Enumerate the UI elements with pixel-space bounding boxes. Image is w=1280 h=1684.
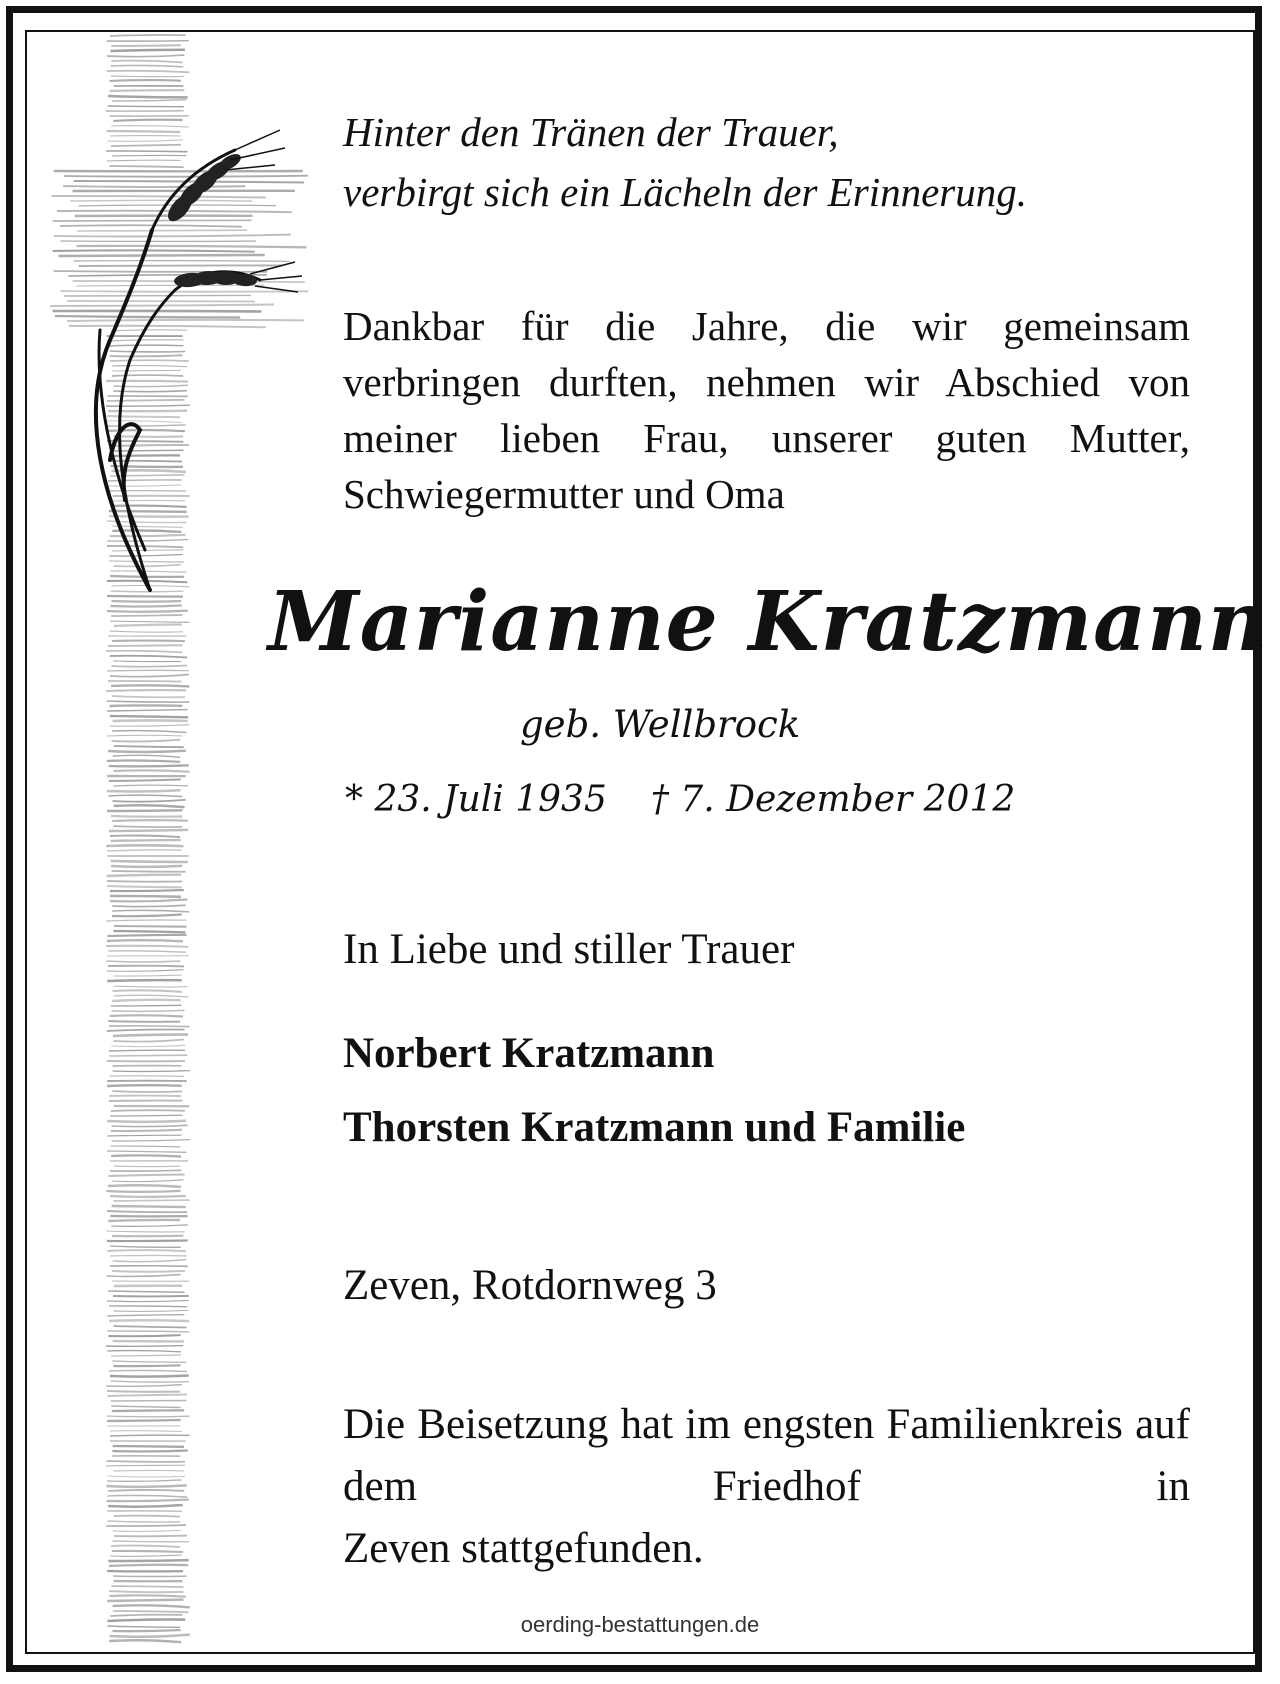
stripe-line — [112, 1361, 186, 1362]
stripe-line — [107, 761, 180, 762]
mourner-name: Thorsten Kratzmann und Familie — [343, 1104, 966, 1151]
stripe-line — [63, 186, 245, 187]
stripe-line — [108, 140, 183, 142]
stripe-line — [109, 1335, 181, 1336]
stripe-line — [111, 840, 181, 841]
stripe-line — [107, 670, 189, 671]
stripe-line — [107, 400, 185, 401]
stripe-line — [106, 381, 188, 382]
stripe-line — [109, 1565, 188, 1566]
stripe-line — [108, 1395, 188, 1396]
stripe-line — [112, 330, 188, 331]
stripe-line — [112, 375, 183, 376]
stripe-line — [107, 1521, 180, 1522]
stripe-line — [111, 145, 181, 146]
stripe-line — [110, 80, 181, 81]
stripe-line — [110, 1196, 186, 1197]
stripe-line — [107, 416, 180, 417]
stripe-line — [108, 1220, 180, 1221]
stripe-line — [107, 1351, 181, 1352]
stripe-line — [108, 96, 188, 97]
mourner-name: Norbert Kratzmann — [343, 1030, 715, 1077]
motto-line-2: verbirgt sich ein Lächeln der Erinnerung. — [343, 169, 1027, 215]
stripe-line — [112, 1010, 185, 1011]
stripe-line — [112, 905, 185, 906]
stripe-line — [113, 990, 182, 991]
stripe-line — [110, 900, 187, 902]
stripe-line — [110, 705, 183, 706]
stripe-line — [112, 1451, 187, 1452]
stripe-line — [64, 176, 308, 177]
stripe-line — [112, 1125, 188, 1126]
stripe-line — [111, 1110, 185, 1111]
stripe-line — [108, 681, 182, 682]
stripe-line — [109, 561, 184, 562]
stripe-line — [107, 1391, 180, 1392]
stripe-line — [114, 1516, 180, 1517]
stripe-line — [109, 1175, 185, 1177]
stripe-line — [114, 926, 187, 927]
stripe-line — [107, 55, 184, 57]
stripe-line — [112, 641, 185, 642]
stripe-line — [53, 250, 255, 251]
stripe-line — [110, 1615, 182, 1616]
stripe-line — [67, 301, 255, 302]
stripe-line — [113, 1296, 189, 1297]
stripe-line — [107, 1495, 187, 1497]
stripe-line — [106, 1525, 186, 1526]
stripe-line — [54, 235, 291, 237]
stripe-line — [107, 1420, 181, 1421]
stripe-line — [69, 326, 266, 328]
stripe-line — [110, 65, 183, 66]
stripe-line — [110, 1255, 187, 1256]
burial-notice-part-2: Zeven stattgefunden. — [343, 1525, 704, 1572]
stripe-line — [113, 120, 182, 121]
stripe-line — [77, 285, 265, 286]
stripe-line — [110, 1170, 181, 1171]
stripe-line — [110, 1555, 181, 1556]
stripe-line — [110, 35, 186, 36]
stripe-line — [113, 770, 189, 771]
stripe-line — [114, 1310, 189, 1311]
stripe-line — [108, 751, 186, 752]
stripe-line — [107, 850, 182, 851]
stripe-line — [111, 866, 182, 867]
stripe-line — [74, 261, 290, 262]
stripe-line — [52, 196, 266, 198]
burial-notice-part-1: Die Beisetzung hat im engsten Familienkreis auf dem Friedhof in — [343, 1401, 1190, 1510]
stripe-line — [109, 555, 183, 557]
stripe-line — [114, 445, 189, 446]
stripe-line — [112, 1180, 183, 1182]
wheat-head-upper — [164, 151, 244, 226]
stripe-line — [110, 1015, 183, 1016]
stripe-line — [113, 1605, 190, 1607]
intro-paragraph: Dankbar für die Jahre, die wir gemeinsam verbringen durften, nehmen wir Abschied von meiner lieben Frau, unserer guten Mutter, Schwiegermutter und Oma — [343, 303, 1190, 517]
stripe-line — [107, 710, 187, 711]
stripe-line — [106, 1485, 187, 1486]
stripe-line — [108, 1476, 185, 1477]
stripe-line — [107, 970, 184, 972]
stripe-line — [111, 506, 186, 507]
burial-notice — [343, 1394, 1190, 1580]
stripe-line — [106, 845, 183, 846]
stripe-line — [107, 1250, 186, 1251]
stripe-line — [107, 1241, 188, 1242]
stripe-line — [107, 1626, 180, 1627]
stripe-line — [79, 265, 283, 266]
stripe-line — [107, 1315, 184, 1316]
stripe-line — [107, 875, 182, 876]
stripe-line — [110, 1266, 188, 1267]
stripe-line — [112, 910, 189, 912]
stripe-line — [109, 765, 189, 766]
stripe-line — [106, 920, 186, 921]
stripe-line — [112, 1551, 183, 1552]
stripe-line — [111, 126, 188, 127]
stripe-line — [107, 1211, 187, 1212]
stripe-line — [111, 571, 187, 572]
stripe-line — [112, 696, 185, 697]
stripe-line — [109, 780, 181, 782]
stripe-line — [108, 645, 183, 646]
stripe-line — [107, 735, 183, 736]
stripe-line — [107, 1416, 190, 1417]
stripe-line — [74, 181, 304, 183]
stripe-line — [108, 1490, 184, 1491]
stripe-line — [109, 1096, 181, 1097]
stripe-line — [110, 1595, 186, 1596]
stripe-line — [114, 986, 188, 987]
stripe-line — [110, 360, 189, 361]
stripe-line — [113, 755, 181, 757]
stripe-line — [111, 615, 183, 616]
stripe-line — [107, 790, 181, 791]
stripe-line — [111, 816, 182, 817]
stripe-line — [70, 200, 252, 201]
stripe-line — [111, 45, 181, 46]
stripe-line — [77, 246, 307, 247]
stripe-line — [106, 1461, 184, 1462]
stripe-line — [110, 1376, 189, 1377]
stripe-line — [111, 1146, 181, 1147]
stripe-line — [112, 1091, 182, 1092]
stripe-line — [114, 1200, 190, 1201]
stripe-line — [107, 1620, 185, 1621]
stripe-line — [110, 1431, 182, 1432]
stripe-line — [109, 830, 188, 831]
stripe-line — [107, 1121, 186, 1122]
stripe-line — [106, 151, 188, 152]
stripe-line — [110, 896, 181, 897]
stripe-line — [114, 436, 183, 437]
stripe-line — [106, 961, 180, 962]
motto-quote — [343, 102, 1203, 222]
stripe-line — [107, 1300, 189, 1301]
stripe-line — [107, 810, 182, 811]
stripe-line — [112, 100, 186, 101]
stripe-line — [107, 886, 182, 887]
stripe-line — [114, 805, 185, 807]
stripe-line — [110, 166, 184, 167]
stripe-line — [114, 455, 180, 456]
stripe-line — [110, 656, 188, 658]
stripe-line — [110, 716, 188, 717]
stripe-line — [108, 1185, 181, 1187]
stripe-line — [111, 605, 182, 606]
footer-website[interactable]: oerding-bestattungen.de — [520, 1612, 760, 1637]
stripe-line — [110, 836, 180, 837]
stripe-line — [112, 871, 186, 872]
stripe-line — [112, 1140, 190, 1141]
stripe-line — [107, 1275, 181, 1277]
stripe-line — [109, 516, 189, 517]
stripe-line — [112, 1000, 180, 1001]
stripe-line — [114, 625, 182, 627]
stripe-line — [107, 1151, 186, 1152]
stripe-line — [109, 511, 187, 512]
stripe-line — [106, 1465, 185, 1466]
stripe-line — [108, 966, 184, 967]
stripe-line — [55, 316, 240, 318]
stripe-line — [113, 1365, 180, 1366]
stripe-line — [113, 1611, 189, 1612]
stripe-line — [110, 631, 183, 632]
stripe-line — [113, 1071, 190, 1072]
mourners-list — [343, 1017, 965, 1165]
stripe-line — [114, 975, 182, 976]
stripe-line — [106, 1385, 182, 1387]
stripe-line — [106, 1346, 183, 1347]
stripe-line — [107, 1135, 181, 1136]
stripe-line — [114, 746, 184, 747]
stripe-line — [113, 391, 187, 392]
wheat-ears-icon — [40, 30, 340, 1652]
stripe-line — [109, 1055, 187, 1056]
stripe-line — [107, 540, 188, 542]
stripe-line — [111, 1406, 180, 1408]
stripe-line — [107, 701, 189, 702]
stripe-line — [112, 461, 182, 462]
stripe-line — [113, 785, 188, 786]
stripe-line — [113, 931, 185, 932]
stripe-line — [106, 1191, 180, 1192]
stripe-line — [111, 1546, 180, 1547]
stripe-line — [112, 820, 188, 821]
stripe-line — [112, 731, 186, 733]
stripe-line — [108, 951, 186, 952]
stripe-line — [113, 661, 181, 662]
stripe-line — [110, 90, 185, 91]
stripe-line — [113, 720, 188, 721]
stripe-line — [109, 1026, 190, 1027]
stripe-line — [106, 690, 186, 691]
life-dates — [345, 775, 1015, 825]
stripe-line — [107, 1029, 184, 1031]
stripe-line — [107, 345, 183, 346]
stripe-line — [111, 685, 189, 686]
stripe-line — [53, 220, 252, 221]
stripe-line — [111, 1586, 183, 1587]
stripe-line — [113, 1576, 187, 1577]
stripe-line — [107, 1331, 189, 1332]
stripe-line — [110, 621, 190, 622]
stripe-line — [112, 601, 182, 602]
stripe-line — [112, 526, 183, 527]
stripe-line — [110, 890, 184, 891]
stripe-line — [60, 291, 308, 292]
stripe-line — [112, 1541, 189, 1542]
stripe-line — [109, 1050, 185, 1051]
stripe-line — [107, 611, 188, 612]
stripe-line — [107, 160, 181, 161]
stripe-line — [111, 50, 185, 51]
stripe-line — [109, 1320, 189, 1321]
stripe-line — [108, 1021, 180, 1022]
stripe-line — [111, 1005, 182, 1006]
stripe-line — [112, 740, 181, 742]
stripe-line — [108, 795, 182, 796]
stripe-line — [111, 76, 184, 77]
stripe-line — [110, 1115, 183, 1116]
stripe-line — [108, 1505, 183, 1507]
stripe-line — [111, 1045, 185, 1046]
stripe-line — [107, 596, 183, 597]
birth-date: * 23. Juli 1935 — [345, 779, 607, 820]
stripe-line — [114, 1536, 187, 1537]
stripe-line — [112, 1271, 185, 1272]
stripe-line — [110, 1246, 181, 1247]
stripe-line — [107, 1480, 182, 1481]
stripe-line — [111, 1401, 186, 1402]
stripe-line — [112, 1236, 183, 1237]
stripe-line — [114, 1166, 180, 1167]
stripe-line — [112, 915, 182, 917]
stripe-line — [111, 591, 184, 592]
stripe-line — [110, 1435, 190, 1436]
deceased-name: Marianne Kratzmann — [268, 574, 1269, 670]
stripe-line — [111, 861, 188, 862]
stripe-line — [111, 1130, 182, 1131]
stripe-line — [112, 155, 187, 156]
stripe-line — [114, 995, 189, 997]
stripe-line — [106, 946, 188, 947]
stripe-line — [111, 1355, 181, 1356]
stripe-line — [108, 1560, 188, 1561]
stripe-line — [112, 366, 187, 367]
stripe-line — [109, 1591, 184, 1592]
stripe-line — [58, 255, 264, 256]
stripe-line — [111, 666, 187, 667]
stripe-line — [106, 651, 182, 653]
stripe-line — [112, 450, 183, 451]
stripe-line — [111, 1225, 188, 1226]
stripe-line — [113, 1326, 186, 1328]
stripe-line — [108, 935, 187, 936]
stripe-line — [110, 1635, 190, 1637]
stripe-line — [109, 1306, 187, 1307]
stripe-line — [114, 1470, 184, 1471]
stripe-line — [111, 1381, 189, 1382]
stripe-line — [77, 230, 247, 231]
stripe-line — [110, 725, 190, 726]
stripe-line — [106, 421, 182, 423]
stripe-line — [109, 1640, 181, 1642]
stripe-line — [113, 1530, 181, 1531]
stripe-line — [110, 355, 183, 356]
stripe-line — [112, 1410, 184, 1411]
stripe-line — [113, 1260, 187, 1262]
stripe-line — [107, 980, 182, 981]
stripe-line — [111, 1155, 181, 1156]
stripe-line — [113, 1040, 183, 1042]
stripe-line — [109, 1370, 187, 1371]
stripe-line — [107, 940, 183, 941]
stripe-line — [113, 800, 186, 802]
stripe-line — [112, 370, 181, 371]
grief-line: In Liebe und stiller Trauer — [343, 926, 795, 973]
stripe-line — [108, 1291, 184, 1292]
stripe-line — [64, 295, 251, 296]
stripe-line — [110, 675, 189, 677]
stripe-line — [107, 1500, 189, 1502]
stripe-line — [107, 340, 184, 341]
stripe-line — [107, 1600, 183, 1601]
stripe-line — [113, 1446, 184, 1447]
stripe-line — [107, 71, 190, 73]
address: Zeven, Rotdornweg 3 — [343, 1262, 717, 1309]
stripe-line — [106, 1231, 184, 1232]
stripe-line — [113, 1035, 188, 1036]
stripe-line — [107, 131, 181, 132]
stripe-line — [112, 1206, 186, 1207]
stripe-line — [60, 225, 242, 226]
stripe-line — [107, 1085, 182, 1086]
stripe-line — [113, 826, 182, 827]
stripe-line — [106, 405, 190, 406]
stripe-line — [112, 550, 183, 551]
stripe-line — [108, 106, 184, 107]
stripe-line — [110, 351, 186, 352]
stripe-line — [67, 320, 304, 321]
stripe-line — [107, 881, 182, 882]
stripe-line — [112, 1630, 180, 1631]
death-date: † 7. Dezember 2012 — [650, 779, 1016, 820]
stripe-line — [111, 61, 182, 63]
motto-line-1: Hinter den Tränen der Trauer, — [343, 109, 839, 155]
stripe-line — [114, 565, 181, 567]
maiden-name: geb. Wellbrock — [520, 703, 801, 746]
